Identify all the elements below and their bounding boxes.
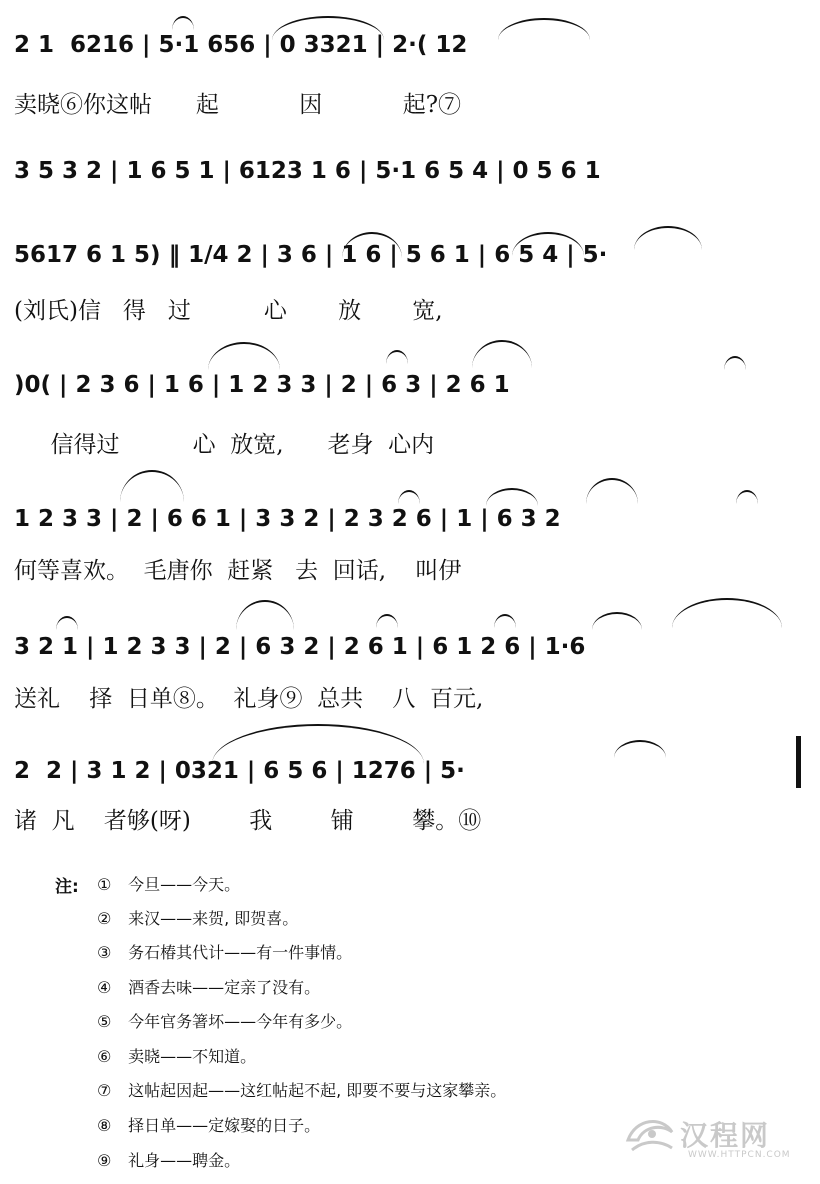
footnote-item [97, 1044, 256, 1070]
notation-line: 3 5 3 2 | 1 6 5 1 | 6123 1 6 | 5·1 6 5 4 | 0 5 6 1 [14, 158, 601, 184]
slur-mark [376, 614, 398, 628]
slur-mark [172, 16, 194, 30]
notation-line: 3 2 1 | 1 2 3 3 | 2 | 6 3 2 | 2 6 1 | 6 1 2 6 | 1·6 [14, 634, 586, 660]
watermark-logo-icon [622, 1110, 678, 1160]
footnote-number: ⑨ [97, 1151, 112, 1170]
watermark-url: WWW.HTTPCN.COM [688, 1150, 791, 1160]
footnote-item [97, 975, 320, 1001]
footnote-item [97, 1113, 320, 1139]
notation-line: )0( | 2 3 6 | 1 6 | 1 2 3 3 | 2 | 6 3 | 2 6 1 [14, 372, 510, 398]
notation-line: 2 1 6216 | 5·1 656 | 0 3321 | 2·( 12 [14, 32, 468, 58]
notation-line: 1 2 3 3 | 2 | 6 6 1 | 3 3 2 | 2 3 2 6 | 1 | 6 3 2 [14, 506, 561, 532]
footnote-number: ④ [97, 978, 112, 997]
watermark [622, 1106, 802, 1166]
score-system-6 [0, 622, 820, 742]
final-barline [796, 736, 801, 788]
footnote-text: 今年官务箸坏——今年有多少。 [128, 1012, 353, 1031]
footnote-text: 择日单——定嫁娶的日子。 [128, 1116, 321, 1135]
lyric-line: 送礼 择 日单⑧。 礼身⑨ 总共 八 百元, [14, 686, 484, 712]
footnote-text: 来汉——来贺, 即贺喜。 [128, 909, 299, 928]
score-system-1 [0, 20, 820, 140]
footnote-number: ⑦ [97, 1081, 112, 1100]
slur-mark [386, 350, 408, 364]
footnote-text: 卖晓——不知道。 [128, 1047, 257, 1066]
footnote-item [97, 1078, 506, 1104]
footnote-number: ② [97, 909, 112, 928]
slur-mark [56, 616, 78, 630]
footnote-item [97, 940, 352, 966]
lyric-line: (刘氏)信 得 过 心 放 宽, [14, 298, 443, 324]
footnote-number: ⑤ [97, 1012, 112, 1031]
score-system-4 [0, 356, 820, 476]
footnote-item [97, 906, 298, 932]
slur-mark [486, 488, 538, 506]
footnote-number: ⑧ [97, 1116, 112, 1135]
footnote-text: 礼身——聘金。 [128, 1151, 241, 1170]
footnote-text: 务石椿其代计——有一件事情。 [128, 943, 353, 962]
footnote-item [97, 1009, 352, 1035]
slur-mark [592, 612, 642, 630]
slur-mark [586, 478, 638, 504]
slur-mark [614, 740, 666, 758]
footnote-number: ① [97, 875, 112, 894]
footnote-text: 酒香去味——定亲了没有。 [128, 978, 321, 997]
footnote-item [97, 1148, 240, 1174]
footnote-text: 这帖起因起——这红帖起不起, 即要不要与这家攀亲。 [128, 1081, 507, 1100]
footnote-text: 今旦——今天。 [128, 875, 241, 894]
lyric-line: 诸 凡 者够(呀) 我 铺 攀。⑩ [14, 808, 482, 834]
footnote-number: ③ [97, 943, 112, 962]
score-system-5 [0, 492, 820, 612]
slur-mark [494, 614, 516, 628]
notation-line: 2 2 | 3 1 2 | 0321 | 6 5 6 | 1276 | 5· [14, 758, 465, 784]
lyric-line: 卖晓⑥你这帖 起 因 起?⑦ [14, 92, 462, 118]
lyric-line: 信得过 心 放宽, 老身 心内 [14, 432, 435, 458]
notation-line: 5617 6 1 5) ‖ 1/4 2 | 3 6 | 1 6 | 5 6 1 | 6 5 4 | 5· [14, 242, 608, 268]
footnote-number: ⑥ [97, 1047, 112, 1066]
footnote-item [97, 872, 240, 898]
watermark-text: 汉程网 [680, 1119, 771, 1152]
footnote-heading: 注: [55, 877, 79, 897]
lyric-line: 何等喜欢。 毛唐你 赶紧 去 回话, 叫伊 [14, 558, 462, 584]
